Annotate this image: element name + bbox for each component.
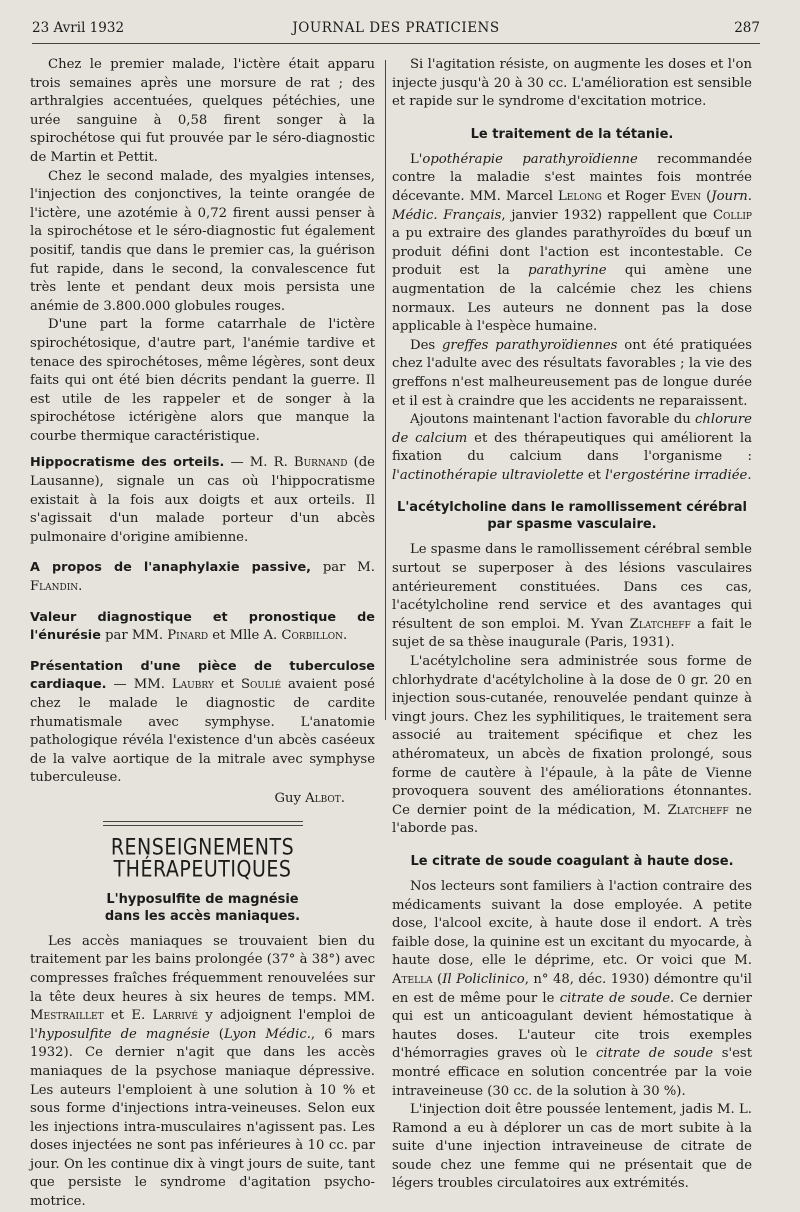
author: Collip (712, 207, 752, 223)
paragraph: Des greffes parathyroïdiennes ont été pratiquées chez l'adulte avec des résultats favorables ; la vie des greffons n'est malheureusement pas de longue durée et il est à craindre que les accidents ne reparaissent. (392, 337, 752, 409)
article-heading: Le traitement de la tétanie. (470, 126, 674, 142)
tuberculose-entry: Présentation d'une pièce de tuberculose cardiaque. — MM. Laubry et Soulié avaient posé chez le malade le diagnostic de cardite rhumatismale avec symphyse. L'anatomie pathologique révéla l'existence d'un abcès caséeux de la valve aortique de la mitrale avec symphyse tuberculeuse. (30, 658, 375, 786)
paragraph: Le spasme dans le ramollissement cérébral semble surtout se superposer à des lésions vasculaires antérieurement constituées. Dans ces cas, l'acétylcholine rend service et des avantages qui résultent de son emploi. M. Yvan Zlatcheff a fait le sujet de sa thèse inaugurale (Paris, 1931). (392, 542, 752, 651)
author: Soulié (240, 677, 282, 693)
section-rule (103, 821, 303, 826)
paragraph: L'acétylcholine sera administrée sous forme de chlorhydrate d'acétylcholine à la dose de 0 gr. 20 en injection sous-cutanée, renouvelée pendant quinze à vingt jours. Chez les syphilitiques, le traitement sera associé au traitement spécifique et chez les athéromateux, un abcès de fixation prolongé, sous forme de cautère à l'épaule, à la pâte de Vienne provoquera souvent des améliorations étonnantes. Ce dernier point de la médication, M. Zlatcheff ne l'aborde pas. (392, 654, 752, 837)
author: Lelong (558, 188, 602, 204)
signature: Guy Albot. (274, 790, 345, 806)
header-rule (32, 43, 760, 44)
entry-title: Valeur diagnostique et pronostique de l'énurésie (30, 609, 375, 644)
issue-date: 23 Avril 1932 (32, 20, 125, 36)
paragraph: Chez le second malade, des myalgies intenses, l'injection des conjonctives, la teinte orangée de l'ictère, une azotémie à 0,72 firent aussi penser à la spirochétose et le séro-diagnostic fut également positif, tandis que dans le premier cas, la guérison fut rapide, dans le second, la convalescence fut très lente et pendant deux mois persista une anémie de 3.800.000 globules rouges. (30, 168, 375, 314)
right-column (392, 56, 752, 1194)
column-divider (385, 60, 386, 720)
enuresie-entry: Valeur diagnostique et pronostique de l'énurésie par MM. Pinard et Mlle A. Corbillon. (30, 609, 375, 644)
paragraph: L'injection doit être poussée lentement, jadis M. L. Ramond a eu à déplorer un cas de mort subite à la suite d'une injection intraveineuse de citrate de soude chez une femme qui ne présentait que de légers troubles circulatoires aux extrémités. (392, 1102, 752, 1192)
entry-title: Présentation d'une pièce de tuberculose cardiaque. (30, 658, 375, 693)
article-heading: L'acétylcholine dans le ramollissement cérébral par spasme vasculaire. (397, 500, 747, 533)
paragraph: Ajoutons maintenant l'action favorable du chlorure de calcium et des thérapeutiques qui améliorent la fixation du calcium dans l'organisme : l'actinothérapie ultraviolette et l'ergostérine irradiée. (392, 412, 752, 483)
page-number: 287 (734, 20, 760, 36)
author: Corbillon. (281, 628, 348, 644)
paragraph: Si l'agitation résiste, on augmente les doses et l'on injecte jusqu'à 20 à 30 cc. L'amélioration est sensible et rapide sur le syndrome d'excitation motrice. (392, 57, 752, 110)
paragraph: Chez le premier malade, l'ictère était apparu trois semaines après une morsure de rat ; des arthralgies accentuées, quelques pétéchies, une urée sanguine à 0,58 firent songer à la spirochétose qui fut prouvée par le séro-diagnostic de Martin et Pettit. (30, 57, 375, 165)
author: Atella (392, 971, 433, 987)
paragraph: Les accès maniaques se trouvaient bien du traitement par les bains prolongée (37° à 38°) avec compresses fraîches fréquemment renouvelées sur la tête deux heures à six heures de temps. MM. Mestraillet et E. Larrivé y adjoignent l'emploi de l'hyposulfite de magnésie (Lyon Médic., 6 mars 1932). Ce dernier n'agit que dans les accès maniaques de la psychose maniaque dépressive. Les auteurs l'emploient à une solution à 10 % et sous forme d'injections intra-veineuses. Selon eux les injections intra-musculaires n'agissent pas. Les doses injectées ne sont pas inférieures à 10 cc. par jour. On les continue dix à vingt jours de suite, tant que persiste le syndrome d'agitation psycho-motrice. (30, 933, 376, 1210)
left-column (30, 56, 375, 1212)
section-title: RENSEIGNEMENTS THÉRAPEUTIQUES (110, 834, 295, 882)
author: Pinard (167, 628, 209, 644)
page-header (32, 20, 760, 40)
author: Flandin. (30, 579, 83, 595)
journal-title: JOURNAL DES PRATICIENS (292, 20, 500, 36)
entry-title: A propos de l'anaphylaxie passive, (30, 560, 311, 576)
paragraph: L'opothérapie parathyroïdienne recommandée contre la maladie s'est maintes fois montrée décevante. MM. Marcel Lelong et Roger Even (Journ. Médic. Français, janvier 1932) rappellent que Collip a pu extraire des glandes parathyroïdes du bœuf un produit défini dont l'action est incontestable. Ce produit est la parathyrine qui amène une augmentation de la calcémie chez les chiens normaux. Les auteurs ne donnent pas la dose applicable à l'espèce humaine. (392, 151, 753, 335)
paragraph: Nos lecteurs sont familiers à l'action contraire des médicaments suivant la dose employée. A petite dose, l'alcool excite, à haute dose il endort. A très faible dose, la quinine est un excitant du myocarde, à haute dose, elle le déprime, etc. Or voici que M. Atella (Il Policlinico, n° 48, déc. 1930) démontre qu'il en est de même pour le citrate de soude. Ce dernier qui est un anticoagulant devient hémostatique à hautes doses. L'auteur cite trois exemples d'hémorragies graves où le citrate de soude s'est montré efficace en solution concentrée par la voie intraveineuse (30 cc. de la solution à 30 %). (392, 878, 752, 1099)
author: Zlatcheff (667, 802, 729, 818)
paragraph: D'une part la forme catarrhale de l'ictère spirochétosique, d'autre part, l'anémie tardive et tenace des spirochétoses, même légères, sont deux faits qui ont été bien décrits pendant la guerre. Il est utile de les rappeler et de songer à la spirochétose ictérigène alors que manque la courbe thermique caractéristique. (30, 317, 375, 444)
article-heading: Le citrate de soude coagulant à haute dose. (410, 853, 734, 869)
author: Burnand (293, 455, 348, 471)
author: Zlatcheff (629, 616, 691, 632)
author: Even (670, 188, 702, 204)
anaphylaxie-entry: A propos de l'anaphylaxie passive, par M. Flandin. (30, 560, 375, 595)
author: Larrivé (152, 1008, 198, 1024)
hippocratisme-entry: Hippocratisme des orteils. — M. R. Burnand (de Lausanne), signale un cas où l'hippocratisme existait à la fois aux doigts et aux orteils. Il s'agissait d'un malade porteur d'un abcès pulmonaire d'origine amibienne. (30, 455, 375, 545)
author: Laubry (171, 677, 214, 693)
author: Mestraillet (30, 1008, 104, 1024)
entry-title: Hippocratisme des orteils. (30, 455, 225, 471)
article-heading: L'hyposulfite de magnésie dans les accès maniaques. (104, 891, 301, 924)
